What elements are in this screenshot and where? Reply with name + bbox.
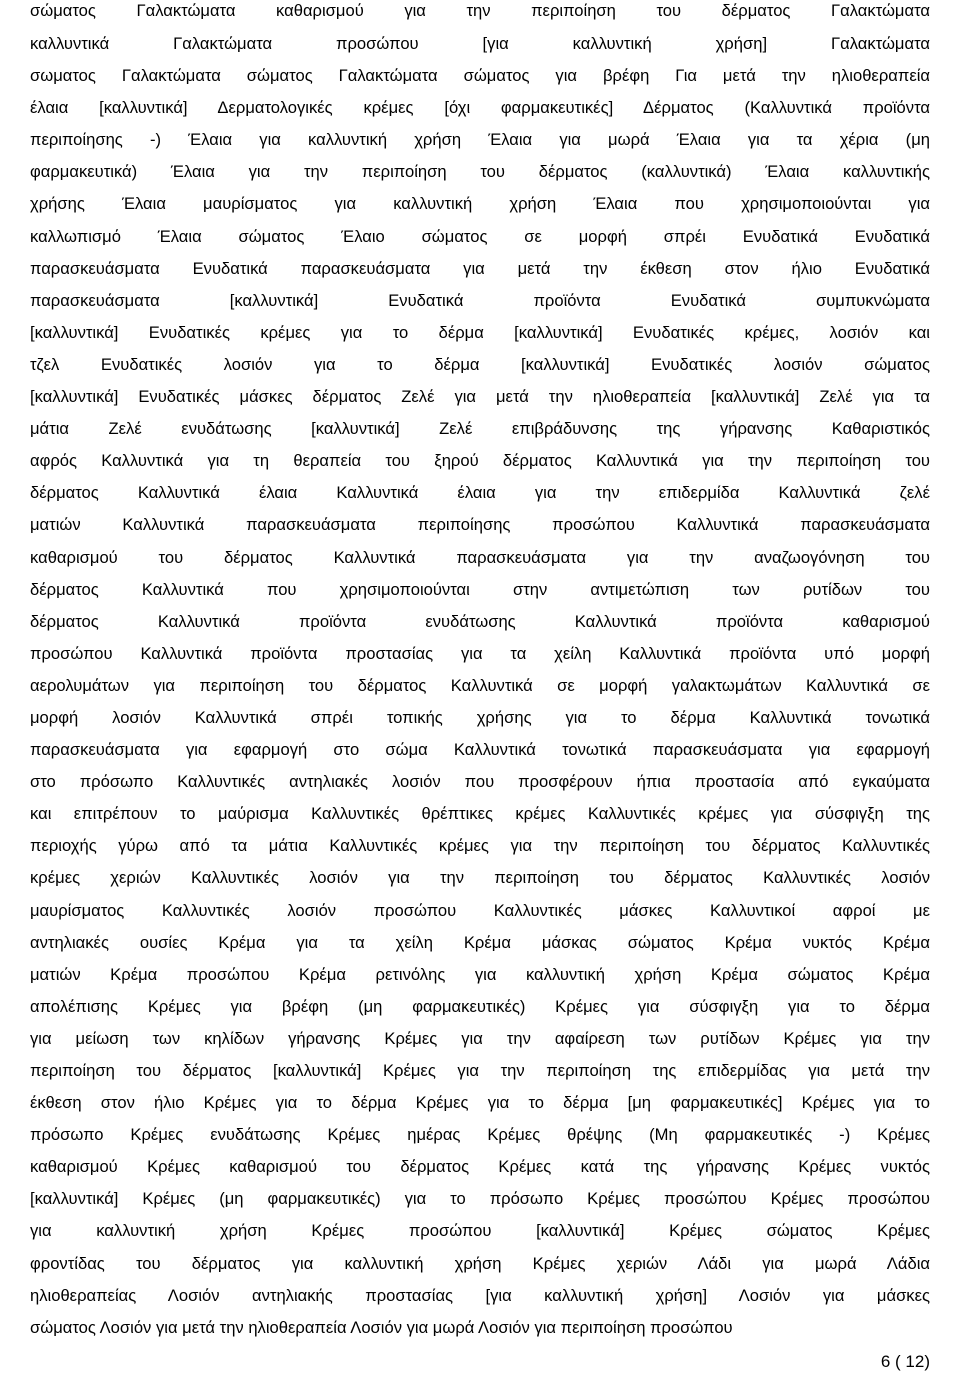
text-line: παρασκευάσματα για εφαρμογή στο σώμα Καλλυντικά τονωτικά παρασκευάσματα για εφαρμογή bbox=[30, 740, 930, 760]
text-line: αερολυμάτων για περιποίηση του δέρματος Καλλυντικά σε μορφή γαλακτωμάτων Καλλυντικά σε bbox=[30, 675, 930, 695]
text-line: δέρματος Καλλυντικά προϊόντα ενυδάτωσης Καλλυντικά προϊόντα καθαρισμού bbox=[30, 611, 930, 631]
text-line: καλλυντικά Γαλακτώματα προσώπου [για καλλυντική χρήση] Γαλακτώματα bbox=[30, 34, 930, 53]
text-line: μάτια Ζελέ ενυδάτωσης [καλλυντικά] Ζελέ επιβράδυνσης της γήρανσης Καθαριστικός bbox=[30, 419, 930, 439]
text-line: ματιών Κρέμα προσώπου Κρέμα ρετινόλης για καλλυντική χρήση Κρέμα σώματος Κρέμα bbox=[30, 964, 930, 984]
text-line: περιοχής γύρω από τα μάτια Καλλυντικές κρέμες για την περιποίηση του δέρματος Καλλυντικές bbox=[30, 836, 930, 856]
text-line: καθαρισμού του δέρματος Καλλυντικά παρασκευάσματα για την αναζωογόνηση του bbox=[30, 547, 930, 567]
text-line: καθαρισμού Κρέμες καθαρισμού του δέρματος Κρέμες κατά της γήρανσης Κρέμες νυκτός bbox=[30, 1157, 930, 1177]
text-line: περιποίησης -) Έλαια για καλλυντική χρήση Έλαια για μωρά Έλαια για τα χέρια (μη bbox=[30, 130, 930, 150]
text-line: σωματος Γαλακτώματα σώματος Γαλακτώματα σώματος για βρέφη Για μετά την ηλιοθεραπεία bbox=[30, 66, 930, 86]
body-text bbox=[30, 0, 930, 1344]
text-line: [καλλυντικά] Ενυδατικές μάσκες δέρματος Ζελέ για μετά την ηλιοθεραπεία [καλλυντικά] Ζελέ για τα bbox=[30, 387, 930, 407]
text-line: παρασκευάσματα Ενυδατικά παρασκευάσματα για μετά την έκθεση στον ήλιο Ενυδατικά bbox=[30, 258, 930, 278]
text-line: ηλιοθεραπείας Λοσιόν αντηλιακής προστασίας [για καλλυντική χρήση] Λοσιόν για μάσκες bbox=[30, 1285, 930, 1305]
text-line: σώματος Γαλακτώματα καθαρισμού για την περιποίηση του δέρματος Γαλακτώματα bbox=[30, 1, 930, 20]
text-line: αφρός Καλλυντικά για τη θεραπεία του ξηρού δέρματος Καλλυντικά για την περιποίηση του bbox=[30, 451, 930, 471]
text-line: προσώπου Καλλυντικά προϊόντα προστασίας για τα χείλη Καλλυντικά προϊόντα υπό μορφή bbox=[30, 643, 930, 663]
text-line: αντηλιακές ουσίες Κρέμα για τα χείλη Κρέμα μάσκας σώματος Κρέμα νυκτός Κρέμα bbox=[30, 932, 930, 952]
text-line: δέρματος Καλλυντικά που χρησιμοποιούνται στην αντιμετώπιση των ρυτίδων του bbox=[30, 579, 930, 599]
text-line: [καλλυντικά] Κρέμες (μη φαρμακευτικές) για το πρόσωπο Κρέμες προσώπου Κρέμες προσώπου bbox=[30, 1189, 930, 1209]
text-line: καλλωπισμό Έλαια σώματος Έλαιο σώματος σε μορφή σπρέι Ενυδατικά Ενυδατικά bbox=[30, 226, 930, 246]
text-line: παρασκευάσματα [καλλυντικά] Ενυδατικά προϊόντα Ενυδατικά συμπυκνώματα bbox=[30, 290, 930, 310]
text-line: κρέμες χεριών Καλλυντικές λοσιόν για την περιποίηση του δέρματος Καλλυντικές λοσιόν bbox=[30, 868, 930, 888]
text-line: για μείωση των κηλίδων γήρανσης Κρέμες για την αφαίρεση των ρυτίδων Κρέμες για την bbox=[30, 1028, 930, 1048]
page-number: 6 ( 12) bbox=[880, 1352, 930, 1371]
text-line: δέρματος Καλλυντικά έλαια Καλλυντικά έλαια για την επιδερμίδα Καλλυντικά ζελέ bbox=[30, 483, 930, 503]
text-line: και επιτρέπουν το μαύρισμα Καλλυντικές θρέπτικες κρέμες Καλλυντικές κρέμες για σύσφιγξη της bbox=[30, 804, 930, 824]
text-line: πρόσωπο Κρέμες ενυδάτωσης Κρέμες ημέρας Κρέμες θρέψης (Μη φαρμακευτικές -) Κρέμες bbox=[30, 1125, 930, 1145]
text-line: φαρμακευτικά) Έλαια για την περιποίηση του δέρματος (καλλυντικά) Έλαια καλλυντικής bbox=[30, 162, 930, 182]
text-line: στο πρόσωπο Καλλυντικές αντηλιακές λοσιόν που προσφέρουν ήπια προστασία από εγκαύματα bbox=[30, 772, 930, 792]
text-line: για καλλυντική χρήση Κρέμες προσώπου [καλλυντικά] Κρέμες σώματος Κρέμες bbox=[30, 1221, 930, 1241]
text-line: περιποίηση του δέρματος [καλλυντικά] Κρέμες για την περιποίηση της επιδερμίδας για μετά την bbox=[30, 1061, 930, 1080]
text-line: μορφή λοσιόν Καλλυντικά σπρέι τοπικής χρήσης για το δέρμα Καλλυντικά τονωτικά bbox=[30, 707, 930, 727]
text-line: σώματος Λοσιόν για μετά την ηλιοθεραπεία Λοσιόν για μωρά Λοσιόν για περιποίηση προσώπου bbox=[30, 1317, 733, 1337]
text-line: έλαια [καλλυντικά] Δερματολογικές κρέμες [όχι φαρμακευτικές] Δέρματος (Καλλυντικά προϊόντα bbox=[30, 98, 930, 118]
text-line: απολέπισης Κρέμες για βρέφη (μη φαρμακευτικές) Κρέμες για σύσφιγξη για το δέρμα bbox=[30, 996, 930, 1016]
text-line: έκθεση στον ήλιο Κρέμες για το δέρμα Κρέμες για το δέρμα [μη φαρμακευτικές] Κρέμες για το bbox=[30, 1093, 930, 1113]
text-line: χρήσης Έλαια μαυρίσματος για καλλυντική χρήση Έλαια που χρησιμοποιούνται για bbox=[30, 194, 930, 214]
text-line: φροντίδας του δέρματος για καλλυντική χρήση Κρέμες χεριών Λάδι για μωρά Λάδια bbox=[30, 1253, 930, 1273]
text-line: τζελ Ενυδατικές λοσιόν για το δέρμα [καλλυντικά] Ενυδατικές λοσιόν σώματος bbox=[30, 354, 930, 374]
text-line: [καλλυντικά] Ενυδατικές κρέμες για το δέρμα [καλλυντικά] Ενυδατικές κρέμες, λοσιόν και bbox=[30, 322, 930, 342]
text-line: ματιών Καλλυντικά παρασκευάσματα περιποίησης προσώπου Καλλυντικά παρασκευάσματα bbox=[30, 515, 930, 535]
text-line: μαυρίσματος Καλλυντικές λοσιόν προσώπου Καλλυντικές μάσκες Καλλυντικοί αφροί με bbox=[30, 900, 930, 920]
